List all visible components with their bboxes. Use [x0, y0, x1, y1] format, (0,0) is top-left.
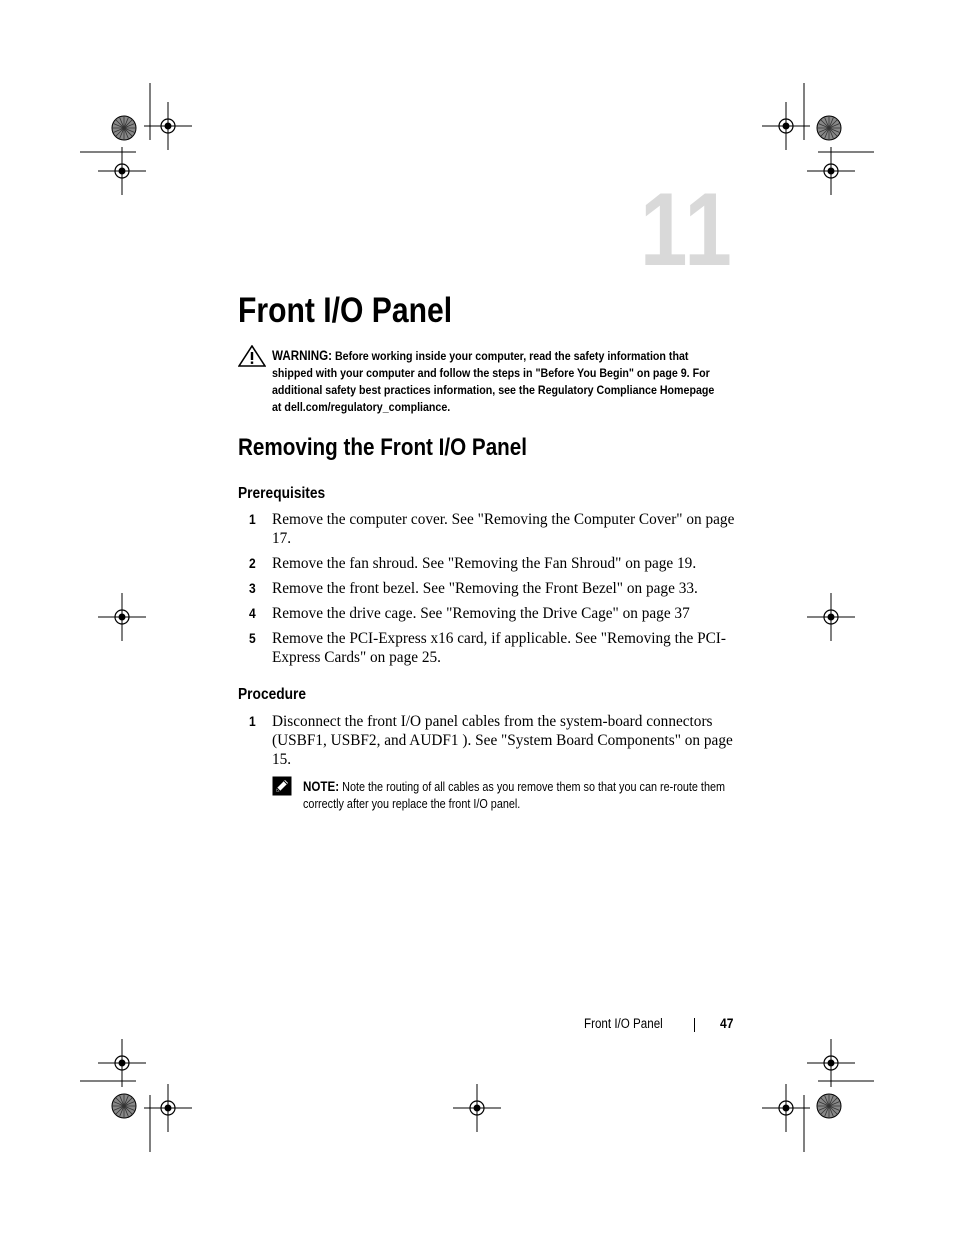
prerequisites-heading: Prerequisites — [238, 485, 326, 502]
note-body: Note the routing of all cables as you remove them so that you can re-route them correctly after you replace the front I/O panel. — [303, 780, 726, 811]
note-pencil-icon — [272, 776, 292, 796]
step-number: 4 — [249, 605, 256, 621]
step-text: Remove the drive cage. See "Removing the Drive Cage" on page 37 — [272, 605, 690, 622]
warning-label: WARNING: — [272, 348, 332, 363]
step-number: 1 — [249, 511, 256, 527]
step-number: 5 — [249, 630, 256, 646]
page-number: 47 — [720, 1015, 734, 1031]
chapter-title: Front I/O Panel — [238, 291, 453, 330]
warning-message — [272, 347, 719, 416]
step-text: Disconnect the front I/O panel cables from the system-board connectors (USBF1, USBF2, and AUDF1 ). See "System Board Components" on page 15. — [272, 713, 733, 768]
footer-divider — [694, 1018, 695, 1032]
warning-body: Before working inside your computer, read the safety information that shipped with your computer and follow the steps in "Before You Begin" on page 9. For additional safety best practices information, see the Regulatory Compliance Homepage at dell.com/regulatory_compliance. — [272, 349, 715, 414]
procedure-heading: Procedure — [238, 686, 307, 703]
step-text: Remove the computer cover. See "Removing the Computer Cover" on page 17. — [272, 511, 735, 547]
step-text: Remove the fan shroud. See "Removing the Fan Shroud" on page 19. — [272, 555, 697, 572]
chapter-number: 11 — [640, 172, 734, 288]
note-message — [303, 778, 733, 813]
step-text: Remove the front bezel. See "Removing the Front Bezel" on page 33. — [272, 580, 698, 597]
footer-chapter-label: Front I/O Panel — [584, 1016, 663, 1031]
section-heading: Removing the Front I/O Panel — [238, 434, 528, 461]
step-number: 3 — [249, 580, 256, 596]
step-number: 2 — [249, 555, 256, 571]
step-number: 1 — [249, 713, 256, 729]
note-label: NOTE: — [303, 779, 340, 794]
warning-triangle-icon — [238, 345, 266, 367]
step-text: Remove the PCI-Express x16 card, if applicable. See "Removing the PCI-Express Cards" on page 25. — [272, 630, 726, 666]
